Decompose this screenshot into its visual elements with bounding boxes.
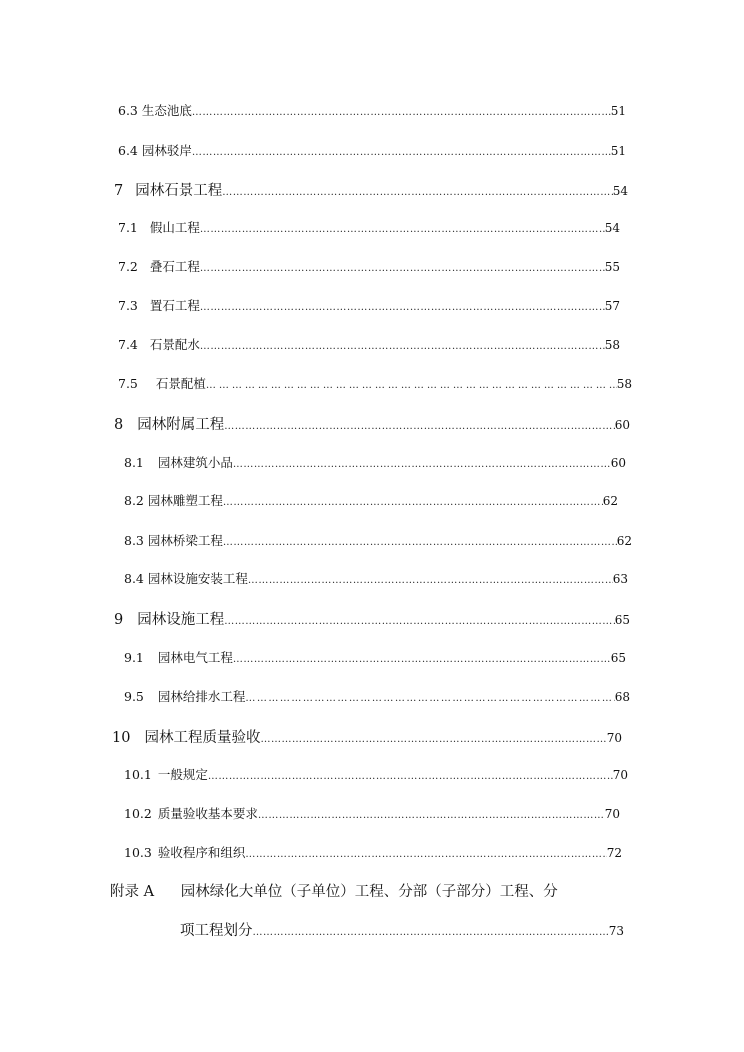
toc-entry [124,687,630,705]
toc-title: 石景配植 [155,376,206,391]
toc-page: 70 [606,731,622,745]
toc-number: 9 [114,612,124,628]
toc-leader [192,107,611,118]
toc-number: 10 [112,730,131,746]
toc-page: 73 [608,924,624,938]
toc-chapter [114,179,628,200]
toc-entry [118,141,626,159]
toc-leader [223,497,603,508]
appendix-title-line2: 项工程划分 [180,923,253,939]
toc-number: 7.2 [118,259,138,274]
toc-number: 6.4 [118,143,138,158]
appendix-label: 附录 A [110,884,155,900]
toc-page: 54 [612,184,628,198]
toc-number: 10.2 [124,806,152,821]
toc-title: 园林石景工程 [135,183,223,199]
toc-title: 石景配水 [149,337,200,352]
toc-number: 9.5 [124,689,144,704]
toc-number: 7 [114,183,124,199]
appendix-title-line1: 园林绿化大单位（子单位）工程、分部（子部分）工程、分 [180,884,558,900]
toc-title: 验收程序和组织 [157,845,246,860]
toc-entry [124,569,628,587]
toc-page: 65 [614,613,630,627]
toc-page: 62 [602,494,618,508]
toc-number: 7.4 [118,337,138,352]
toc-entry [118,296,620,314]
toc-leader [200,224,605,235]
toc-number: 8 [114,417,124,433]
toc-entry [118,257,620,275]
toc-title: 园林设施工程 [137,612,225,628]
toc-entry [124,804,620,822]
toc-page: 70 [604,807,620,821]
toc-title: 园林建筑小品 [157,455,233,470]
toc-leader [208,771,613,782]
toc-page: 70 [612,768,628,782]
toc-leader [258,810,605,821]
toc-leader [248,575,613,586]
toc-leader [260,734,606,745]
toc-leader [233,654,611,665]
toc-entry [124,491,618,509]
toc-number: 8.3 [124,533,144,548]
toc-title: 叠石工程 [149,259,200,274]
toc-number: 9.1 [124,650,144,665]
toc-number: 7.5 [118,376,138,391]
toc-page: 62 [616,534,632,548]
toc-page: 58 [616,377,632,391]
appendix-heading [110,880,558,901]
toc-number: 8.4 [124,571,144,586]
toc-leader [223,537,617,548]
toc-entry [124,843,622,861]
toc-title: 园林电气工程 [157,650,233,665]
toc-entry [118,374,632,392]
toc-leader [200,341,605,352]
toc-page: 51 [610,144,626,158]
toc-leader [192,147,611,158]
toc-page: 60 [614,418,630,432]
toc-title: 置石工程 [149,298,200,313]
toc-number: 8.2 [124,493,144,508]
toc-title: 假山工程 [149,220,200,235]
toc-title: 园林工程质量验收 [144,730,261,746]
toc-title: 园林设施安装工程 [147,571,248,586]
toc-page: 72 [606,846,622,860]
toc-page: 54 [604,221,620,235]
toc-chapter [114,413,630,434]
toc-entry [124,531,632,549]
toc-leader [233,459,611,470]
toc-title: 园林附属工程 [137,417,225,433]
toc-chapter [112,726,622,747]
toc-leader [224,616,614,627]
toc-number: 7.1 [118,220,138,235]
toc-title: 园林驳岸 [141,143,192,158]
toc-number: 6.3 [118,103,138,118]
toc-title: 园林雕塑工程 [147,493,223,508]
toc-title: 一般规定 [157,767,208,782]
toc-leader [200,302,605,313]
toc-title: 质量验收基本要求 [157,806,258,821]
toc-number: 10.1 [124,767,152,782]
toc-number: 7.3 [118,298,138,313]
toc-number: 8.1 [124,455,144,470]
toc-leader [245,693,614,704]
toc-leader [253,927,609,938]
toc-page: 51 [610,104,626,118]
toc-title: 园林给排水工程 [157,689,246,704]
toc-page: 57 [604,299,620,313]
toc-page: 60 [610,456,626,470]
toc-leader [200,263,605,274]
toc-title: 园林桥梁工程 [147,533,223,548]
toc-number: 10.3 [124,845,152,860]
toc-page: 55 [604,260,620,274]
toc-entry [118,335,620,353]
toc-entry [118,101,626,119]
toc-page: 65 [610,651,626,665]
toc-leader [224,421,614,432]
toc-leader [222,187,612,198]
toc-leader [206,380,617,391]
toc-title: 生态池底 [141,103,192,118]
toc-entry [124,453,626,471]
toc-page: 58 [604,338,620,352]
toc-entry [118,218,620,236]
toc-entry [180,919,624,940]
toc-chapter [114,608,630,629]
toc-entry [124,765,628,783]
toc-entry [124,648,626,666]
toc-page: 63 [612,572,628,586]
toc-leader [245,849,606,860]
toc-page: 68 [614,690,630,704]
